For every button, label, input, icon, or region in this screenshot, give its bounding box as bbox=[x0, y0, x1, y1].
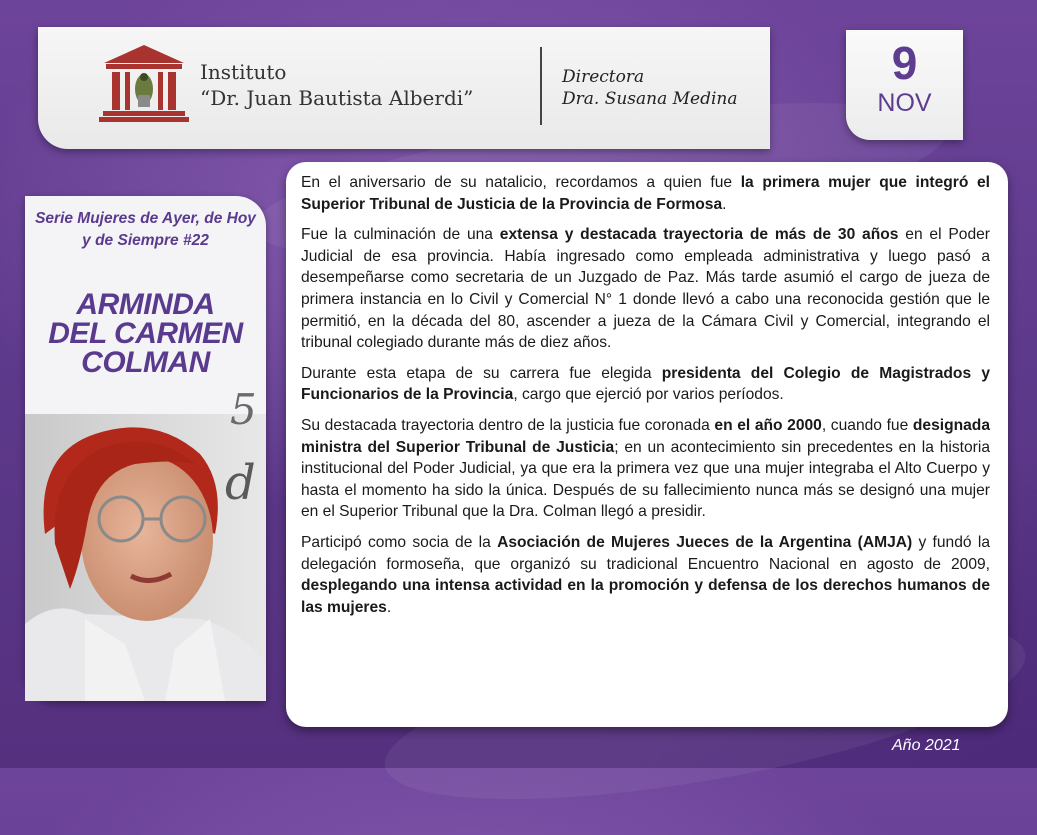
person-name-line: ARMINDA bbox=[76, 288, 215, 321]
text-run: en el Poder Judicial de esa provincia. Había ingresado como empleada administrativa y luego pasó a desempeñarse como secretaria de un Juzgado de Paz. Más tarde asumió el cargo de jueza de primera instancia en lo Civil y Comercial N° 1 donde llevó a cabo una reconocida gestión que le permitió, en la década del 80, ascender a jueza de la Cámara Civil y Comercial, integrando el tribunal colegiado durante más de diez años. bbox=[301, 226, 990, 352]
text-run: Durante esta etapa de su carrera fue elegida bbox=[301, 364, 662, 382]
institute-name: “Dr. Juan Bautista Alberdi” bbox=[200, 86, 474, 110]
text-run-bold: designada ministra del Superior Tribunal de Justicia bbox=[301, 416, 990, 456]
series-title: Serie Mujeres de Ayer, de Hoy y de Siempre #22 bbox=[35, 210, 256, 249]
biography-text bbox=[286, 162, 1008, 727]
text-run: Su destacada trayectoria dentro de la justicia fue coronada bbox=[301, 416, 715, 434]
date-day: 9 bbox=[891, 37, 918, 89]
text-run: , cuando fue bbox=[821, 416, 913, 434]
person-name bbox=[25, 290, 266, 377]
text-run: . bbox=[722, 195, 727, 213]
profile-card bbox=[25, 196, 266, 701]
svg-text:d: d bbox=[225, 455, 256, 511]
text-run: ; en un acontecimiento sin precedentes en la historia institucional del Poder Judicial, ya que era la primera vez que una mujer integraba el Alto Cuerpo y hasta el momento ha sido la única. Después de su fallecimiento nunca más se designó una mujer en el Superior Tribunal que la Dra. Colman llegó a presidir. bbox=[301, 438, 991, 521]
person-name-line: COLMAN bbox=[81, 346, 210, 379]
paragraph bbox=[301, 363, 990, 406]
text-run-bold: extensa y destacada trayectoria de más de 30 años bbox=[499, 226, 899, 244]
text-run: Fue la culminación de una bbox=[301, 226, 500, 244]
header-divider bbox=[540, 47, 542, 125]
institute-label: Instituto bbox=[200, 60, 287, 84]
paragraph bbox=[301, 415, 990, 523]
year-label: Año 2021 bbox=[892, 737, 961, 754]
paragraph bbox=[301, 172, 990, 215]
text-run-bold: Asociación de Mujeres Jueces de la Argentina (AMJA) bbox=[497, 533, 913, 551]
date-badge bbox=[846, 30, 963, 140]
text-run: . bbox=[386, 598, 392, 616]
text-run-bold: la primera mujer que integró el Superior Tribunal de Justicia de la Provincia de Formosa bbox=[301, 174, 990, 213]
header-banner bbox=[38, 27, 770, 149]
text-run-bold: presidenta del Colegio de Magistrados y Funcionarios de la Provincia bbox=[301, 364, 991, 404]
portrait-photo-icon bbox=[25, 385, 266, 701]
text-run: y fundó la delegación formoseña, que organizó su tradicional Encuentro Nacional en agosto de 2009, bbox=[301, 533, 990, 573]
director-name: Dra. Susana Medina bbox=[562, 89, 738, 109]
text-run-bold: desplegando una intensa actividad en la promoción y defensa de los derechos humanos de las mujeres bbox=[301, 577, 990, 616]
text-run: En el aniversario de su natalicio, recordamos a quien fue bbox=[301, 174, 741, 191]
paragraph bbox=[301, 532, 990, 618]
svg-text:5: 5 bbox=[230, 385, 257, 434]
text-run: Participó como socia de la bbox=[301, 533, 498, 551]
paragraph bbox=[301, 224, 990, 354]
person-name-line: DEL CARMEN bbox=[48, 317, 243, 350]
date-month: NOV bbox=[877, 89, 932, 117]
text-run: , cargo que ejerció por varios períodos. bbox=[513, 386, 784, 404]
text-run-bold: en el año 2000 bbox=[714, 416, 822, 434]
temple-columns-logo-icon bbox=[98, 43, 190, 123]
director-title: Directora bbox=[562, 67, 645, 87]
